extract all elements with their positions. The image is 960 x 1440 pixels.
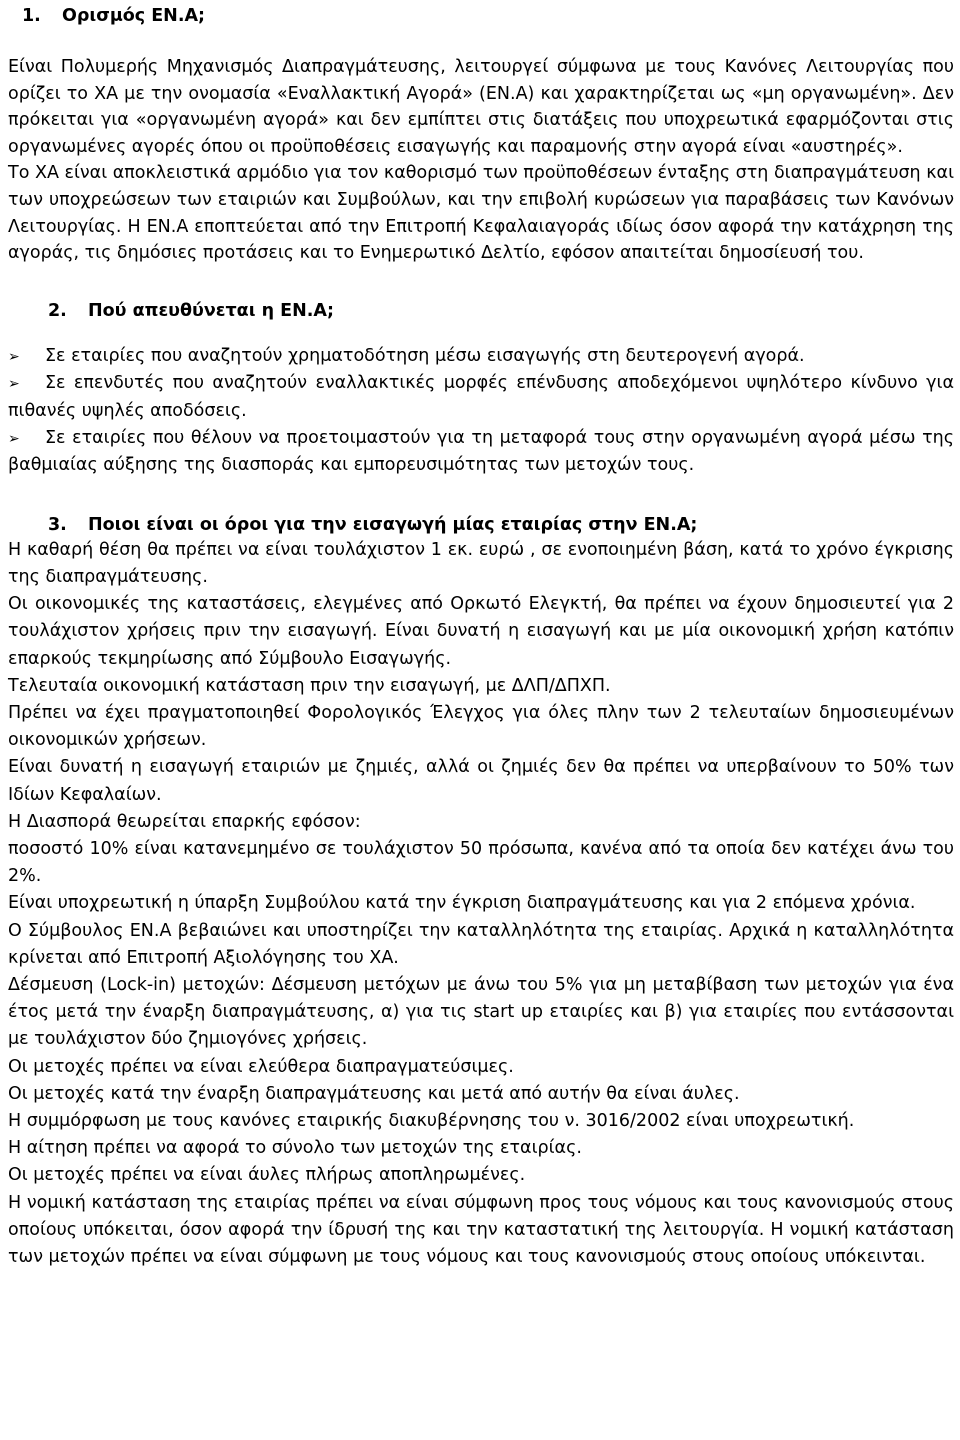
arrow-bullet-icon: ➢ xyxy=(8,348,20,365)
list-item-text: Σε εταιρίες που αναζητούν χρηματοδότηση μέσω εισαγωγής στη δευτερογενή αγορά. xyxy=(45,345,805,366)
paragraph: Η καθαρή θέση θα πρέπει να είναι τουλάχιστον 1 εκ. ευρώ , σε ενοποιημένη βάση, κατά το χρόνο έγκρισης της διαπραγμάτευσης. xyxy=(8,539,954,587)
bullet-list xyxy=(8,343,954,479)
arrow-bullet-icon: ➢ xyxy=(8,376,20,393)
paragraph: ποσοστό 10% είναι κατανεμημένο σε τουλάχιστον 50 πρόσωπα, κανένα από τα οποία δεν κατέχει άνω του 2%. xyxy=(8,838,954,887)
paragraph: Οι μετοχές πρέπει να είναι άυλες πλήρως αποπληρωμένες. xyxy=(8,1165,526,1186)
section-number: 3. xyxy=(48,514,67,535)
paragraph: Τελευταία οικονομική κατάσταση πριν την εισαγωγή, με ΔΛΠ/ΔΠΧΠ. xyxy=(8,675,611,696)
section-number: 2. xyxy=(48,300,67,321)
paragraph: Πρέπει να έχει πραγματοποιηθεί Φορολογικός Έλεγχος για όλες πλην των 2 τελευταίων δημοσιευμένων οικονομικών χρήσεων. xyxy=(8,702,954,751)
paragraph: Είναι δυνατή η εισαγωγή εταιριών με ζημιές, αλλά οι ζημιές δεν θα πρέπει να υπερβαίνουν το 50% των Ιδίων Κεφαλαίων. xyxy=(8,757,954,805)
section-number: 1. xyxy=(22,6,41,26)
arrow-bullet-icon: ➢ xyxy=(8,430,20,447)
list-item xyxy=(8,425,954,479)
paragraph: Οι μετοχές πρέπει να είναι ελεύθερα διαπραγματεύσιμες. xyxy=(8,1056,514,1077)
list-item-text: Σε εταιρίες που θέλουν να προετοιμαστούν για τη μεταφορά τους στην οργανωμένη αγορά μέσω της βαθμιαίας αύξησης της διασποράς και εμπορευσιμότητας των μετοχών τους. xyxy=(8,427,954,476)
section-definition xyxy=(8,4,954,267)
paragraph: Η συμμόρφωση με τους κανόνες εταιρικής διακυβέρνησης του ν. 3016/2002 είναι υποχρεωτική. xyxy=(8,1110,855,1131)
section-title: Ποιοι είναι οι όροι για την εισαγωγή μίας εταιρίας στην ΕΝ.Α; xyxy=(88,514,698,535)
section-conditions xyxy=(8,513,954,1271)
section-heading-3 xyxy=(8,513,954,537)
list-item xyxy=(8,370,954,424)
paragraph: Δέσμευση (Lock-in) μετοχών: Δέσμευση μετόχων με άνω του 5% για μη μεταβίβαση των μετοχών για ένα έτος μετά την έναρξη διαπραγμάτευσης, α) για τις start up εταιρίες και β) για εταιρίες που εντάσσονται με τουλάχιστον δύο ζημιογόνες χρήσεις. xyxy=(8,974,954,1050)
paragraph: Ο Σύμβουλος ΕΝ.Α βεβαιώνει και υποστηρίζει την καταλληλότητα της εταιρίας. Αρχικά η καταλληλότητα κρίνεται από Επιτροπή Αξιολόγησης του ΧΑ. xyxy=(8,920,954,968)
section-audience xyxy=(8,299,954,479)
paragraph: Οι οικονομικές της καταστάσεις, ελεγμένες από Ορκωτό Ελεγκτή, θα πρέπει να έχουν δημοσιευτεί για 2 τουλάχιστον χρήσεις πριν την εισαγωγή. Είναι δυνατή η εισαγωγή και με μία οικονομική χρήση κατόπιν επαρκούς τεκμηρίωσης από Σύμβουλο Εισαγωγής. xyxy=(8,594,954,669)
paragraph: Η νομική κατάσταση της εταιρίας πρέπει να είναι σύμφωνη προς τους νόμους και τους κανονισμούς στους οποίους υπόκειται, όσον αφορά την ίδρυσή της και την καταστατική της λειτουργία. Η νομική κατάσταση των μετοχών πρέπει να είναι σύμφωνη με τους νόμους και τους κανονισμούς στους οποίους υπόκεινται. xyxy=(8,1192,954,1267)
section-heading-2 xyxy=(8,299,954,323)
paragraph: Η αίτηση πρέπει να αφορά το σύνολο των μετοχών της εταιρίας. xyxy=(8,1138,582,1159)
paragraph: Η Διασπορά θεωρείται επαρκής εφόσον: xyxy=(8,811,361,832)
section-heading-1 xyxy=(8,4,954,28)
paragraph: Είναι υποχρεωτική η ύπαρξη Συμβούλου κατά την έγκριση διαπραγμάτευσης και για 2 επόμενα χρόνια. xyxy=(8,893,916,914)
list-item-text: Σε επενδυτές που αναζητούν εναλλακτικές μορφές επένδυσης αποδεχόμενοι υψηλότερο κίνδυνο για πιθανές υψηλές αποδόσεις. xyxy=(8,373,954,421)
section-title: Πού απευθύνεται η ΕΝ.Α; xyxy=(88,300,334,321)
section-title: Ορισμός ΕΝ.Α; xyxy=(62,6,206,26)
list-item xyxy=(8,343,954,371)
paragraph: Είναι Πολυμερής Μηχανισμός Διαπραγμάτευσης, λειτουργεί σύμφωνα με τους Κανόνες Λειτουργίας που ορίζει το ΧΑ με την ονομασία «Εναλλακτική Αγορά» (ΕΝ.Α) και χαρακτηρίζεται ως «μη οργανωμένη». Δεν πρόκειται για «οργανωμένη αγορά» και δεν εμπίπτει στις διατάξεις που υποχρεωτικά εφαρμόζονται στις οργανωμένες αγορές όπου οι προϋποθέσεις εισαγωγής και παραμονής στην αγορά είναι «αυστηρές». xyxy=(8,57,954,157)
paragraph: Το ΧΑ είναι αποκλειστικά αρμόδιο για τον καθορισμό των προϋποθέσεων ένταξης στη διαπραγμάτευση και των υποχρεώσεων των εταιριών και Συμβούλων, και την επιβολή κυρώσεων για παραβάσεις των Κανόνων Λειτουργίας. Η ΕΝ.Α εποπτεύεται από την Επιτροπή Κεφαλαιαγοράς ιδίως όσον αφορά την κατάχρηση της αγοράς, τις δημόσιες προτάσεις και το Ενημερωτικό Δελτίο, εφόσον απαιτείται δημοσίευσή του. xyxy=(8,163,954,264)
paragraph: Οι μετοχές κατά την έναρξη διαπραγμάτευσης και μετά από αυτήν θα είναι άυλες. xyxy=(8,1083,740,1104)
